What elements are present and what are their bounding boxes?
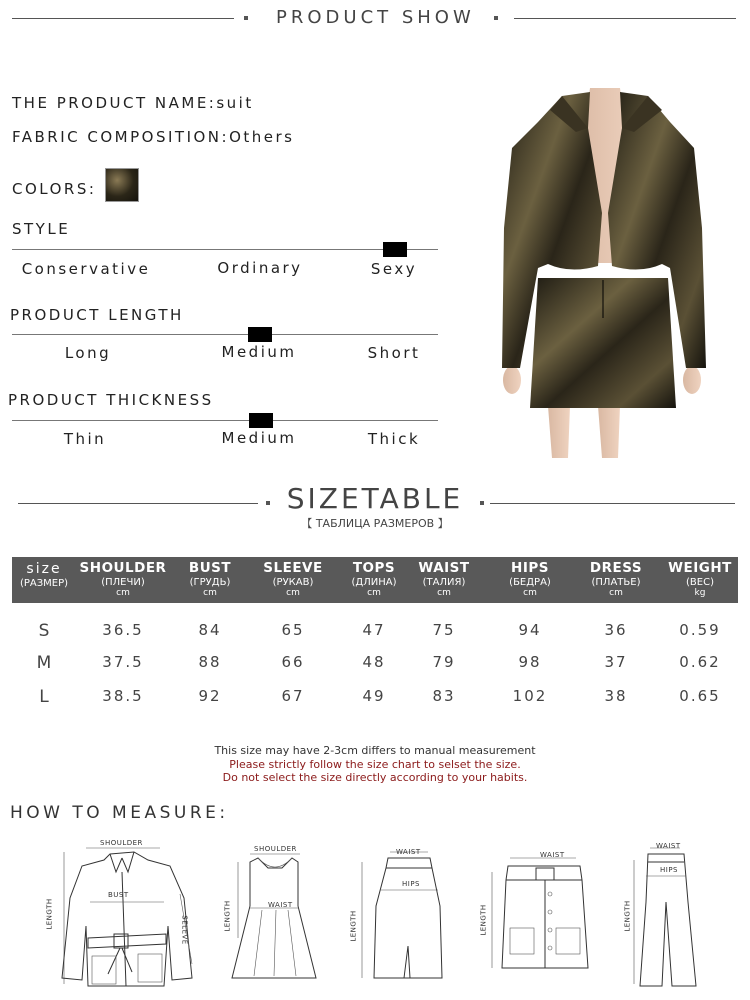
thickness-label-thin: Thin [63,430,107,448]
skirt-diagram [344,846,454,986]
dress-waist-label: WAIST [268,901,293,909]
thickness-scale-line [12,420,438,421]
skirt-length-label: LENGTH [349,910,358,942]
product-name: THE PRODUCT NAME:suit [12,94,254,112]
table-cell: 48 [362,653,386,671]
sizetable-header-weight: WEIGHT (ВЕС) kg [668,560,732,598]
sizetable-header-hips: HIPS (БЕДРА) cm [509,560,551,598]
how-to-measure-title: HOW TO MEASURE: [10,803,229,823]
note-habits: Do not select the size directly according to your habits. [222,771,528,784]
sizetable-subtitle: 【 ТАБЛИЦА РАЗМЕРОВ 】 [301,517,449,530]
sizetable-header-size: size (РАЗМЕР) [19,561,69,589]
colors-label: COLORS: [12,180,97,198]
divider-left [12,18,234,19]
length-label-short: Short [367,344,421,362]
style-title: STYLE [12,220,71,238]
table-cell: 94 [518,621,542,639]
table-cell: 49 [362,687,386,705]
table-cell: 36 [604,621,628,639]
color-swatch[interactable] [105,168,139,202]
sizetable-title: SIZETABLE [286,482,464,515]
table-cell: 0.65 [679,687,721,705]
table-cell: 75 [432,621,456,639]
table-cell: 0.59 [679,621,721,639]
product-photo [490,88,720,468]
pants-length-label: LENGTH [623,900,632,932]
table-cell: 37 [604,653,628,671]
style-scale-line [12,249,438,250]
sizetable-dot-right [480,501,484,505]
style-label-conservative: Conservative [21,260,151,278]
style-label-sexy: Sexy [370,260,418,278]
table-cell: 36.5 [102,621,144,639]
table-cell: 47 [362,621,386,639]
sizetable-header-bust: BUST (ГРУДЬ) cm [188,560,232,598]
table-cell: 65 [281,621,305,639]
mini-skirt-length-label: LENGTH [479,904,488,936]
table-row-size: M [36,653,52,673]
table-cell: 92 [198,687,222,705]
length-label-long: Long [64,344,112,362]
table-row-size: S [38,621,50,641]
table-cell: 38.5 [102,687,144,705]
sizetable-divider-right [490,503,735,504]
divider-dot-right [494,16,498,20]
jacket-diagram [52,838,202,990]
length-scale-marker [248,327,272,342]
style-label-ordinary: Ordinary [217,259,303,277]
jacket-sleeve-label: SELEVE [180,915,189,945]
sizetable-header-waist: WAIST (ТАЛИЯ) cm [418,560,470,598]
jacket-shoulder-label: SHOULDER [100,839,143,847]
jacket-length-label: LENGTH [45,898,54,930]
table-cell: 79 [432,653,456,671]
thickness-label-thick: Thick [367,430,421,448]
product-show-title: PRODUCT SHOW [276,7,475,28]
table-cell: 98 [518,653,542,671]
thickness-title: PRODUCT THICKNESS [8,391,214,409]
length-label-medium: Medium [221,343,297,361]
table-cell: 66 [281,653,305,671]
note-follow-chart: Please strictly follow the size chart to selset the size. [229,758,521,771]
divider-dot-left [244,16,248,20]
table-row-size: L [39,687,49,707]
table-cell: 102 [512,687,548,705]
table-cell: 84 [198,621,222,639]
table-cell: 88 [198,653,222,671]
dress-diagram [220,846,320,986]
divider-right [514,18,736,19]
note-measurement: This size may have 2-3cm differs to manual measurement [214,744,536,757]
sizetable-header-sleeve: SLEEVE (РУКАВ) cm [263,560,323,598]
table-cell: 37.5 [102,653,144,671]
sizetable-header-tops: TOPS (ДЛИНА) cm [351,560,397,598]
table-cell: 38 [604,687,628,705]
sizetable-header-shoulder: SHOULDER (ПЛЕЧИ) cm [79,560,167,598]
jacket-bust-label: BUST [108,891,129,899]
length-scale-line [12,334,438,335]
sizetable-header-dress: DRESS (ПЛАТЬЕ) cm [589,560,643,598]
skirt-hips-label: HIPS [402,880,420,888]
mini-skirt-diagram [476,850,596,975]
table-cell: 83 [432,687,456,705]
style-scale-marker [383,242,407,257]
table-cell: 0.62 [679,653,721,671]
thickness-label-medium: Medium [221,429,297,447]
dress-shoulder-label: SHOULDER [254,845,297,853]
table-cell: 67 [281,687,305,705]
mini-skirt-waist-label: WAIST [540,851,565,859]
thickness-scale-marker [249,413,273,428]
pants-waist-label: WAIST [656,842,681,850]
skirt-waist-label: WAIST [396,848,421,856]
pants-hips-label: HIPS [660,866,678,874]
length-title: PRODUCT LENGTH [10,306,184,324]
fabric-composition: FABRIC COMPOSITION:Others [12,128,295,146]
dress-length-label: LENGTH [223,900,232,932]
